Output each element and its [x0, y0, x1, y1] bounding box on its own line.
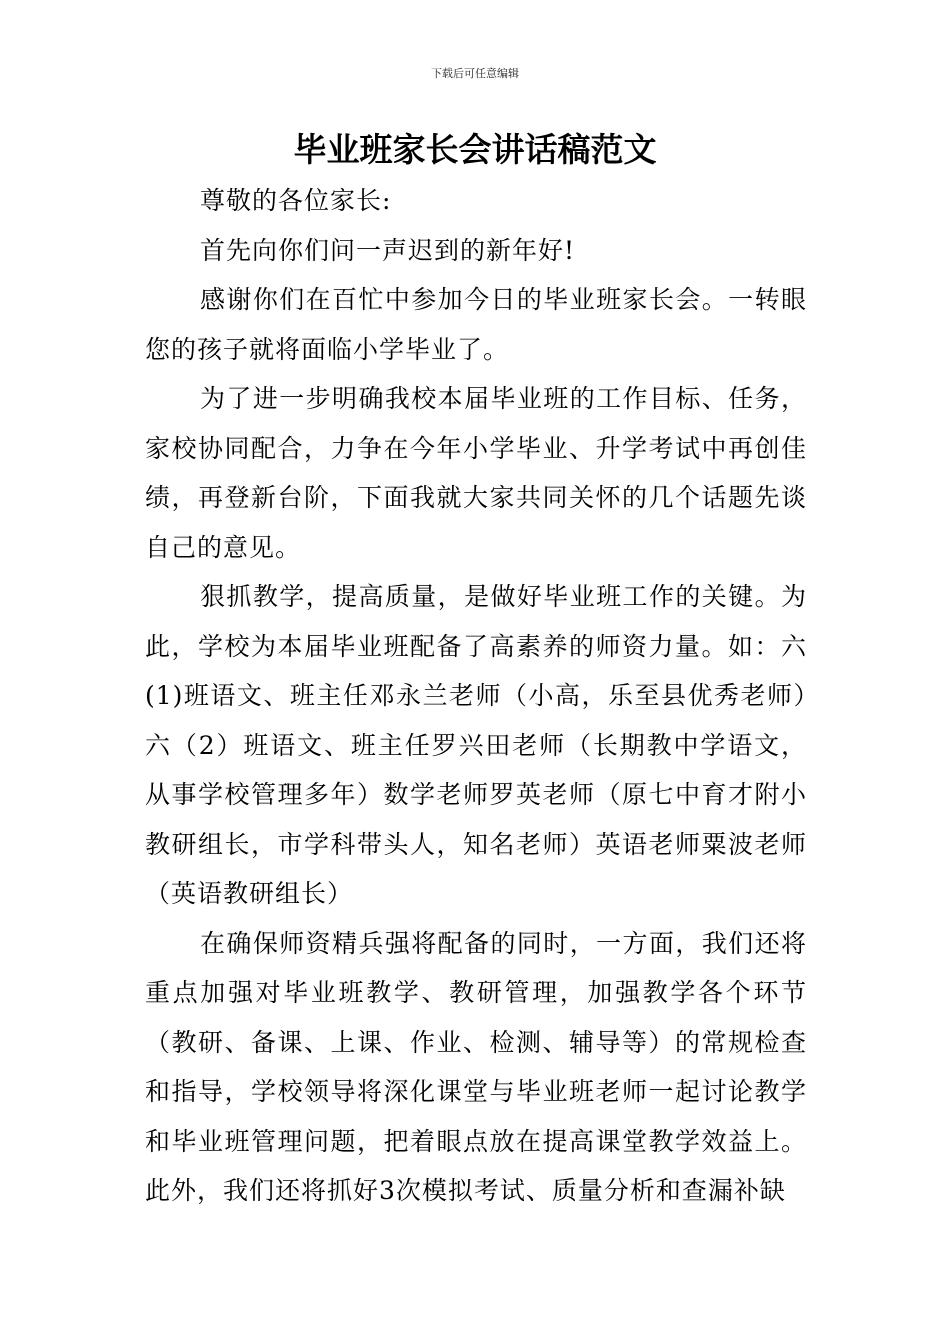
document-title: 毕业班家长会讲话稿范文	[293, 130, 657, 169]
paragraph-thanks: 感谢你们在百忙中参加今日的毕业班家长会。一转眼您的孩子就将面临小学毕业了。	[145, 285, 807, 364]
paragraph-goals: 为了进一步明确我校本届毕业班的工作目标、任务，家校协同配合，力争在今年小学毕业、升学考试中再创佳绩，再登新台阶，下面我就大家共同关怀的几个话题先谈自己的意见。	[145, 384, 807, 562]
document-body	[145, 176, 807, 1216]
paragraph-greeting: 首先向你们问一声迟到的新年好!	[200, 235, 576, 265]
paragraph-management: 在确保师资精兵强将配备的同时，一方面，我们还将重点加强对毕业班教学、教研管理，加强教学各个环节（教研、备课、上课、作业、检测、辅导等）的常规检查和指导，学校领导将深化课堂与毕业班老师一起讨论教学和毕业班管理问题，把着眼点放在提高课堂教学效益上。此外，我们还将抓好3次模拟考试、质量分析和查漏补缺	[145, 928, 807, 1205]
paragraph-teaching-staff: 狠抓教学，提高质量，是做好毕业班工作的关键。为此，学校为本届毕业班配备了高素养的师资力量。如：六(1)班语文、班主任邓永兰老师（小高，乐至县优秀老师）六（2）班语文、班主任罗兴田老师（长期教中学语文，从事学校管理多年）数学老师罗英老师（原七中育才附小教研组长，市学科带头人，知名老师）英语老师粟波老师（英语教研组长）	[145, 582, 807, 908]
header-note: 下载后可任意编辑	[431, 67, 519, 80]
paragraph-salutation: 尊敬的各位家长:	[200, 186, 392, 215]
